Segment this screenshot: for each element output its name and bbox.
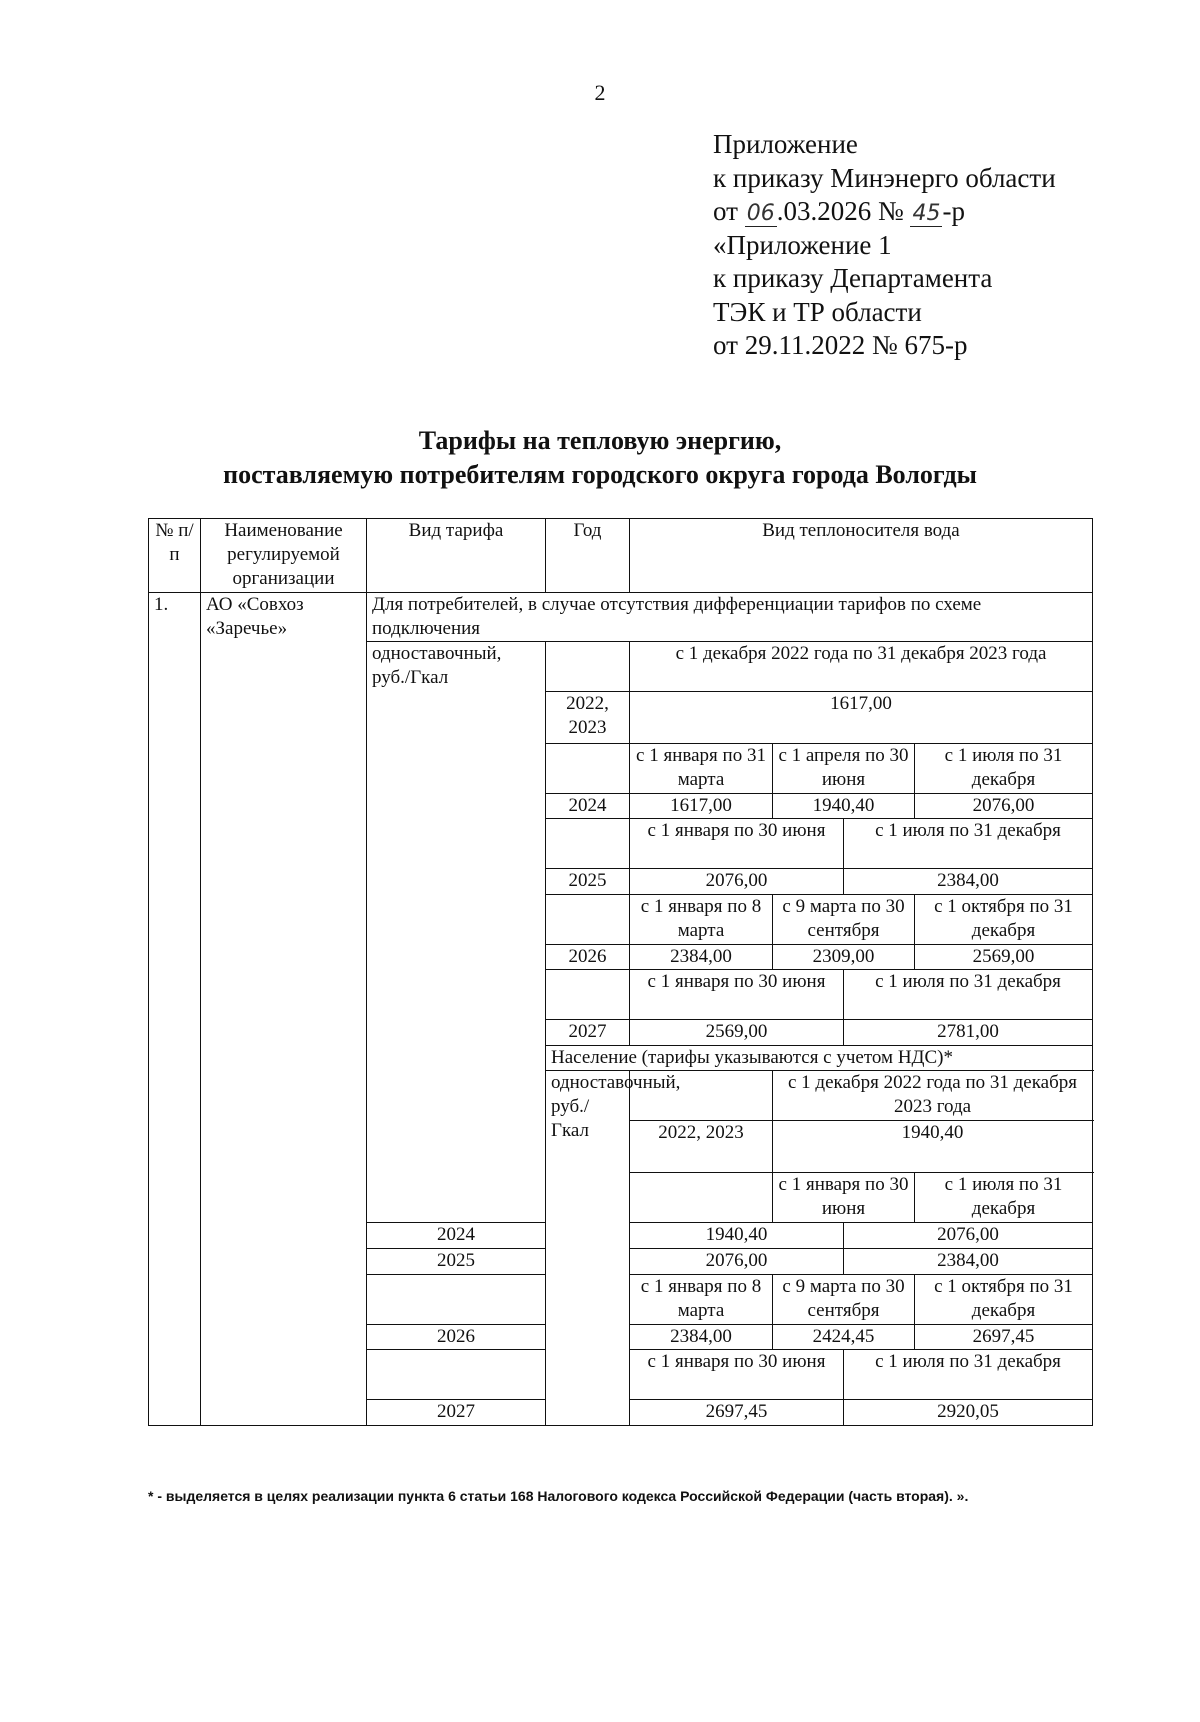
value-cell: 1617,00 (630, 794, 773, 819)
title-line-2: поставляемую потребителям городского округа города Вологды (223, 460, 977, 489)
value-cell: 2076,00 (844, 1223, 1093, 1249)
section-heading: Для потребителей, в случае отсутствия дифференциации тарифов по схеме подключения (367, 593, 1093, 642)
header-tariff-type: Вид тарифа (367, 519, 546, 593)
year-cell: 2026 (367, 1325, 546, 1350)
empty-year-cell (546, 970, 630, 1020)
period-cell: с 1 января по 30 июня (773, 1173, 915, 1223)
empty-year-cell (546, 819, 630, 869)
value-cell: 2569,00 (915, 945, 1093, 970)
period-cell: с 1 декабря 2022 года по 31 декабря 2023 года (773, 1071, 1093, 1121)
value-cell: 2424,45 (773, 1325, 915, 1350)
period-cell: с 1 октября по 31 декабря (915, 1275, 1093, 1325)
period-cell: с 1 июля по 31 декабря (915, 744, 1093, 794)
period-cell: с 1 января по 30 июня (630, 970, 844, 1020)
footnote: * - выделяется в целях реализации пункта 6 статьи 168 Налогового кодекса Российской Федерации (часть вторая). ». (148, 1488, 969, 1504)
year-cell: 2027 (367, 1400, 546, 1426)
period-cell: с 1 января по 30 июня (630, 1350, 844, 1400)
value-cell: 2384,00 (630, 1325, 773, 1350)
value-cell: 2309,00 (773, 945, 915, 970)
year-cell: 2024 (367, 1223, 546, 1249)
annex-line: «Приложение 1 (713, 229, 892, 260)
value-cell: 2920,05 (844, 1400, 1093, 1426)
annex-from: от (713, 196, 745, 226)
year-cell: 2022, 2023 (630, 1121, 773, 1173)
period-cell: с 1 января по 8 марта (630, 895, 773, 945)
header-carrier: Вид теплоносителя вода (630, 519, 1093, 593)
row-number: 1. (149, 593, 201, 1426)
value-cell: 1940,40 (773, 794, 915, 819)
period-cell: с 1 января по 31 марта (630, 744, 773, 794)
tariff-table (148, 518, 1093, 1426)
value-cell: 2781,00 (844, 1020, 1093, 1046)
empty-year-cell (546, 744, 630, 794)
empty-year-cell (546, 895, 630, 945)
period-cell: с 1 июля по 31 декабря (844, 970, 1093, 1020)
tariff-type: одноставочный, руб./Гкал (546, 1071, 630, 1426)
annex-date: .03.2026 № (776, 196, 911, 226)
year-cell: 2027 (546, 1020, 630, 1046)
title-line-1: Тарифы на тепловую энергию, (418, 426, 782, 455)
value-cell: 2569,00 (630, 1020, 844, 1046)
annex-suffix: -р (942, 196, 965, 226)
header-year: Год (546, 519, 630, 593)
year-cell: 2025 (546, 869, 630, 895)
empty-year-cell (367, 1350, 546, 1400)
period-cell: с 1 декабря 2022 года по 31 декабря 2023 года (630, 642, 1093, 692)
value-cell: 2076,00 (630, 869, 844, 895)
value-cell: 2384,00 (844, 869, 1093, 895)
period-cell: с 9 марта по 30 сентября (773, 895, 915, 945)
period-cell: с 1 июля по 31 декабря (844, 819, 1093, 869)
organization-name: АО «Совхоз «Заречье» (201, 593, 367, 1426)
empty-year-cell (630, 1173, 773, 1223)
year-cell: 2025 (367, 1249, 546, 1275)
document-title (0, 424, 1200, 492)
annex-line: к приказу Минэнерго области (713, 162, 1056, 193)
annex-order-line (713, 195, 1056, 229)
period-cell: с 1 июля по 31 декабря (915, 1173, 1093, 1223)
value-cell: 2384,00 (844, 1249, 1093, 1275)
value-cell: 2697,45 (915, 1325, 1093, 1350)
period-cell: с 1 апреля по 30 июня (773, 744, 915, 794)
annex-block (713, 128, 1056, 363)
annex-line: Приложение (713, 129, 858, 159)
period-cell: с 1 января по 8 марта (630, 1275, 773, 1325)
year-cell: 2022, 2023 (546, 692, 630, 744)
period-cell: с 9 марта по 30 сентября (773, 1275, 915, 1325)
annex-line: ТЭК и ТР области (713, 296, 922, 327)
year-cell: 2026 (546, 945, 630, 970)
value-cell: 2076,00 (915, 794, 1093, 819)
value-cell: 1940,40 (773, 1121, 1093, 1173)
period-cell: с 1 октября по 31 декабря (915, 895, 1093, 945)
value-cell: 2384,00 (630, 945, 773, 970)
annex-line: к приказу Департамента (713, 263, 993, 293)
value-cell: 2076,00 (630, 1249, 844, 1275)
empty-year-cell (546, 642, 630, 692)
value-cell: 1940,40 (630, 1223, 844, 1249)
tariff-type: одноставочный, руб./Гкал (367, 642, 546, 1223)
year-cell: 2024 (546, 794, 630, 819)
period-cell: с 1 июля по 31 декабря (844, 1350, 1093, 1400)
value-cell: 1617,00 (630, 692, 1093, 744)
handwritten-day: 06 (746, 201, 775, 226)
empty-year-cell (367, 1275, 546, 1325)
page-number: 2 (594, 80, 606, 105)
handwritten-order-number: 45 (912, 201, 941, 226)
header-number: № п/п (149, 519, 201, 593)
period-cell: с 1 января по 30 июня (630, 819, 844, 869)
annex-line: от 29.11.2022 № 675-р (713, 330, 968, 360)
section-heading: Население (тарифы указываются с учетом НДС)* (546, 1046, 1093, 1071)
header-organization: Наименование регулируемой организации (201, 519, 367, 593)
value-cell: 2697,45 (630, 1400, 844, 1426)
